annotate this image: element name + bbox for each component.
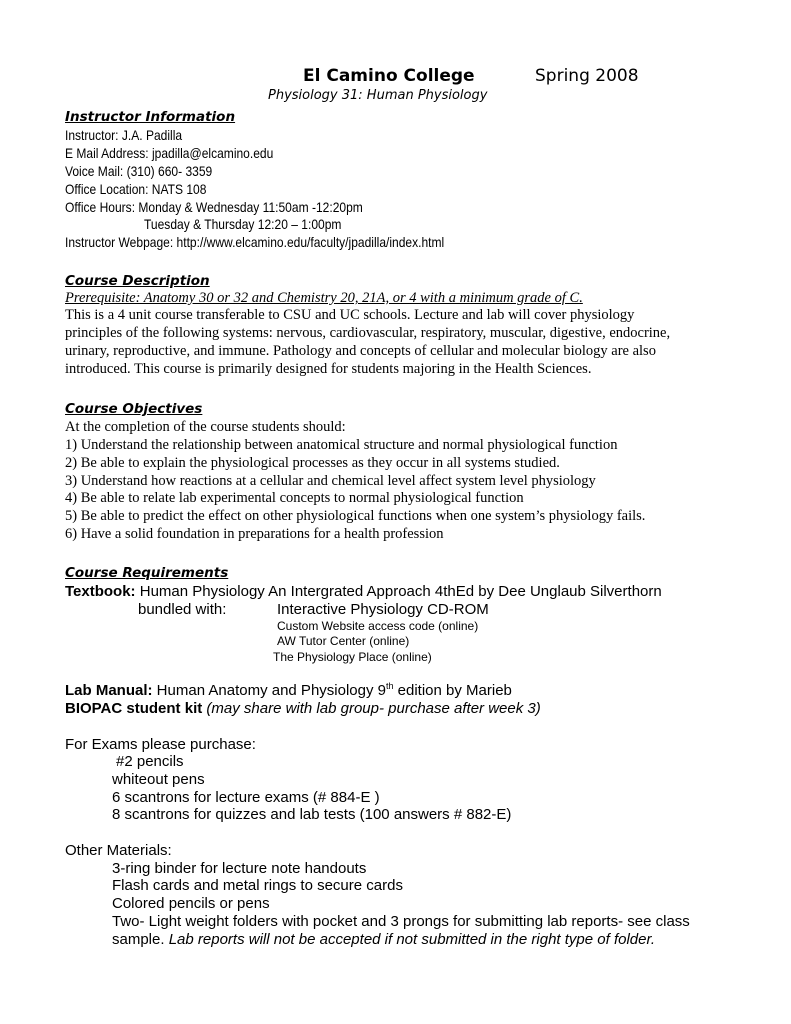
bundled-label: bundled with: (138, 601, 227, 618)
other-item-sample: sample. (112, 931, 169, 948)
instructor-webpage: Instructor Webpage: http://www.elcamino.edu/faculty/jpadilla/index.html (65, 234, 445, 250)
exam-item: 8 scantrons for quizzes and lab tests (100 answers # 882-E) (112, 806, 512, 823)
instructor-email: E Mail Address: jpadilla@elcamino.edu (65, 145, 274, 161)
objective-item: 2) Be able to explain the physiological processes as they occur in all systems studied. (65, 455, 560, 471)
bundled-value: Interactive Physiology CD-ROM (277, 601, 489, 618)
description-line: principles of the following systems: nervous, cardiovascular, respiratory, muscular, digestive, endocrine, (65, 325, 671, 341)
biopac-line (65, 700, 541, 717)
instructor-name: Instructor: J.A. Padilla (65, 127, 183, 143)
course-title: Physiology 31: Human Physiology (268, 88, 488, 103)
objective-item: 3) Understand how reactions at a cellular and chemical level affect system level physiology (65, 473, 596, 489)
textbook-line (65, 583, 662, 600)
prerequisite: Prerequisite: Anatomy 30 or 32 and Chemistry 20, 21A, or 4 with a minimum grade of C. (65, 290, 583, 306)
textbook-value: Human Physiology An Intergrated Approach 4thEd by Dee Unglaub Silverthorn (135, 583, 662, 600)
exam-item: #2 pencils (116, 753, 184, 770)
requirements-heading: Course Requirements (65, 565, 229, 581)
other-item: 3-ring binder for lecture note handouts (112, 860, 367, 877)
objectives-heading: Course Objectives (65, 401, 203, 417)
other-heading: Other Materials: (65, 842, 172, 859)
description-line: introduced. This course is primarily designed for students majoring in the Health Sciences. (65, 361, 592, 377)
instructor-hours-1: Office Hours: Monday & Wednesday 11:50am -12:20pm (65, 199, 363, 215)
textbook-label: Textbook: (65, 583, 136, 600)
instructor-hours-2: Tuesday & Thursday 12:20 – 1:00pm (144, 216, 342, 232)
other-item-last (112, 931, 655, 948)
lab-report-warning: Lab reports will not be accepted if not submitted in the right type of folder. (168, 931, 656, 948)
objective-item: 5) Be able to predict the effect on other physiological functions when one system’s physiology fails. (65, 508, 646, 524)
lab-manual-value-end: edition by Marieb (393, 682, 512, 699)
biopac-label: BIOPAC student kit (65, 700, 203, 717)
exam-item: 6 scantrons for lecture exams (# 884-E ) (112, 789, 380, 806)
lab-manual-label: Lab Manual: (65, 682, 153, 699)
lab-manual-sup: th (385, 681, 394, 691)
college-title: El Camino College (303, 66, 475, 86)
bundle-item: Custom Website access code (online) (277, 619, 479, 633)
instructor-heading: Instructor Information (65, 109, 236, 125)
other-item: Colored pencils or pens (112, 895, 270, 912)
objective-item: 4) Be able to relate lab experimental concepts to normal physiological function (65, 490, 524, 506)
description-line: urinary, reproductive, and immune. Pathology and concepts of cellular and molecular biology are also (65, 343, 656, 359)
lab-manual-line (65, 682, 512, 699)
instructor-voice: Voice Mail: (310) 660- 3359 (65, 163, 213, 179)
exam-item: whiteout pens (112, 771, 205, 788)
bundle-item: The Physiology Place (online) (273, 650, 432, 664)
description-heading: Course Description (65, 273, 210, 289)
objectives-intro: At the completion of the course students should: (65, 419, 346, 435)
biopac-note: (may share with lab group- purchase after week 3) (202, 700, 541, 717)
description-line: This is a 4 unit course transferable to CSU and UC schools. Lecture and lab will cover physiology (65, 307, 635, 323)
exams-heading: For Exams please purchase: (65, 736, 256, 753)
bundle-item: AW Tutor Center (online) (277, 634, 410, 648)
objective-item: 6) Have a solid foundation in preparations for a health profession (65, 526, 444, 542)
term-label: Spring 2008 (535, 66, 639, 86)
other-item: Two- Light weight folders with pocket and 3 prongs for submitting lab reports- see class (112, 913, 690, 930)
lab-manual-value: Human Anatomy and Physiology 9 (152, 682, 386, 699)
instructor-office: Office Location: NATS 108 (65, 181, 207, 197)
other-item: Flash cards and metal rings to secure cards (112, 877, 403, 894)
objective-item: 1) Understand the relationship between anatomical structure and normal physiological function (65, 437, 618, 453)
